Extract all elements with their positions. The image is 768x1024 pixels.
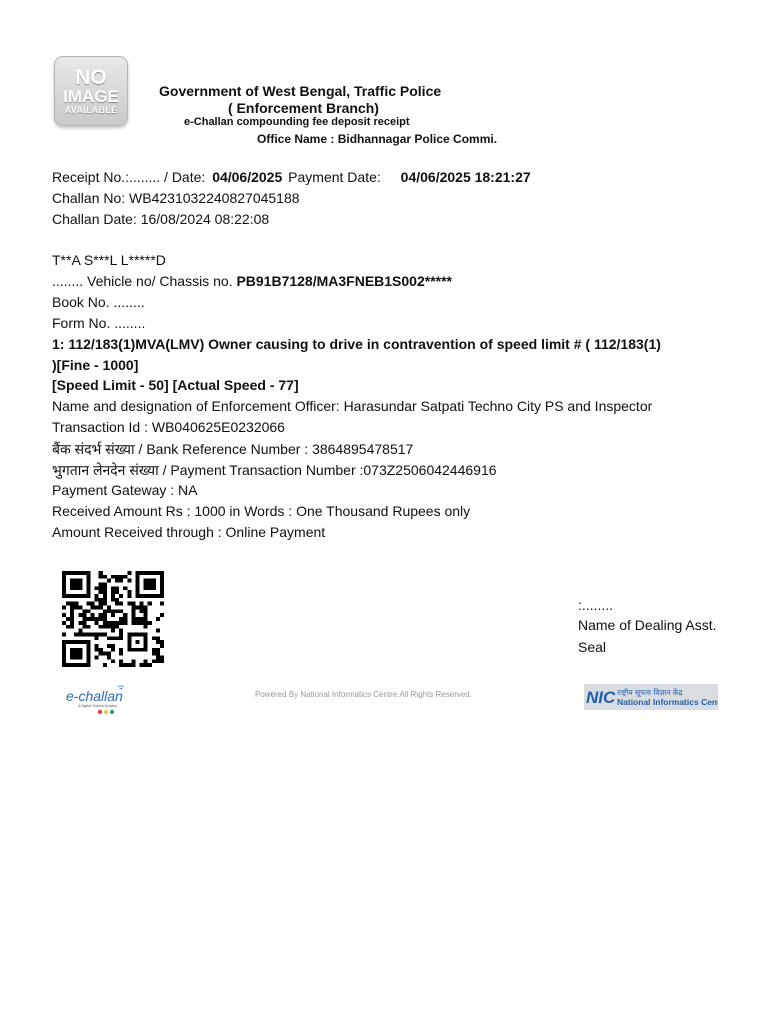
echallan-tagline: A Digital Challan Solution [78, 704, 118, 708]
speed-line: [Speed Limit - 50] [Actual Speed - 77] [52, 377, 299, 393]
no-image-placeholder [54, 56, 128, 126]
payment-gateway: Payment Gateway : NA [52, 482, 198, 498]
receipt-doc-title: e-Challan compounding fee deposit receipt [184, 116, 410, 128]
echallan-logo [64, 682, 130, 716]
offence-line-1: 1: 112/183(1)MVA(LMV) Owner causing to drive in contravention of speed limit # ( 112/183(1) [52, 336, 661, 352]
payment-date-label: Payment Date: [288, 169, 381, 185]
placeholder-text-image: IMAGE [63, 87, 119, 106]
enforcement-officer: Name and designation of Enforcement Officer: Harasundar Satpati Techno City PS and Inspector [52, 398, 653, 414]
qr-code [62, 571, 164, 667]
org-title: Government of West Bengal, Traffic Police [159, 83, 442, 99]
receipt-no-label: Receipt No.:........ / Date: [52, 169, 206, 185]
challan-no: Challan No: WB4231032240827045188 [52, 190, 300, 206]
book-no: Book No. ........ [52, 294, 145, 310]
nic-hindi-name: राष्ट्रीय सूचना विज्ञान केंद्र [617, 688, 683, 697]
nic-english-name: National Informatics Centre [617, 697, 718, 707]
vehicle-line [52, 273, 452, 289]
payment-transaction: भुगतान लेनदेन संख्या / Payment Transaction Number :073Z2506042446916 [52, 462, 497, 478]
signature-dots: :........ [578, 597, 614, 613]
svg-text:NIC: NIC [586, 688, 616, 707]
offence-line-2: )[Fine - 1000] [52, 357, 139, 373]
powered-by-text: Powered By National Informatics Centre.All Rights Reserved. [255, 690, 472, 699]
receipt-date: 04/06/2025 [212, 169, 283, 185]
received-amount: Received Amount Rs : 1000 in Words : One Thousand Rupees only [52, 503, 471, 519]
challan-date: Challan Date: 16/08/2024 08:22:08 [52, 211, 270, 227]
amount-received-through: Amount Received through : Online Payment [52, 524, 326, 540]
nic-logo [584, 684, 718, 710]
echallan-logo-text: e-challan [66, 688, 123, 704]
form-no: Form No. ........ [52, 315, 146, 331]
bank-reference: बैंक संदर्भ संख्या / Bank Reference Number : 3864895478517 [52, 441, 414, 457]
vehicle-label: ........ Vehicle no/ Chassis no. [52, 273, 233, 289]
dealing-asst-label: Name of Dealing Asst. [578, 617, 717, 633]
vehicle-number: PB91B7128/MA3FNEB1S002***** [236, 273, 452, 289]
placeholder-text-available: AVAILABLE [64, 105, 118, 115]
transaction-id: Transaction Id : WB040625E0232066 [52, 419, 285, 435]
placeholder-text-no: NO [75, 66, 107, 89]
office-name: Office Name : Bidhannagar Police Commi. [257, 132, 498, 146]
receipt-line [52, 169, 531, 185]
owner-name: T**A S***L L*****D [52, 252, 166, 268]
payment-date: 04/06/2025 18:21:27 [400, 169, 531, 185]
branch-title: ( Enforcement Branch) [228, 100, 379, 116]
seal-label: Seal [578, 639, 607, 655]
